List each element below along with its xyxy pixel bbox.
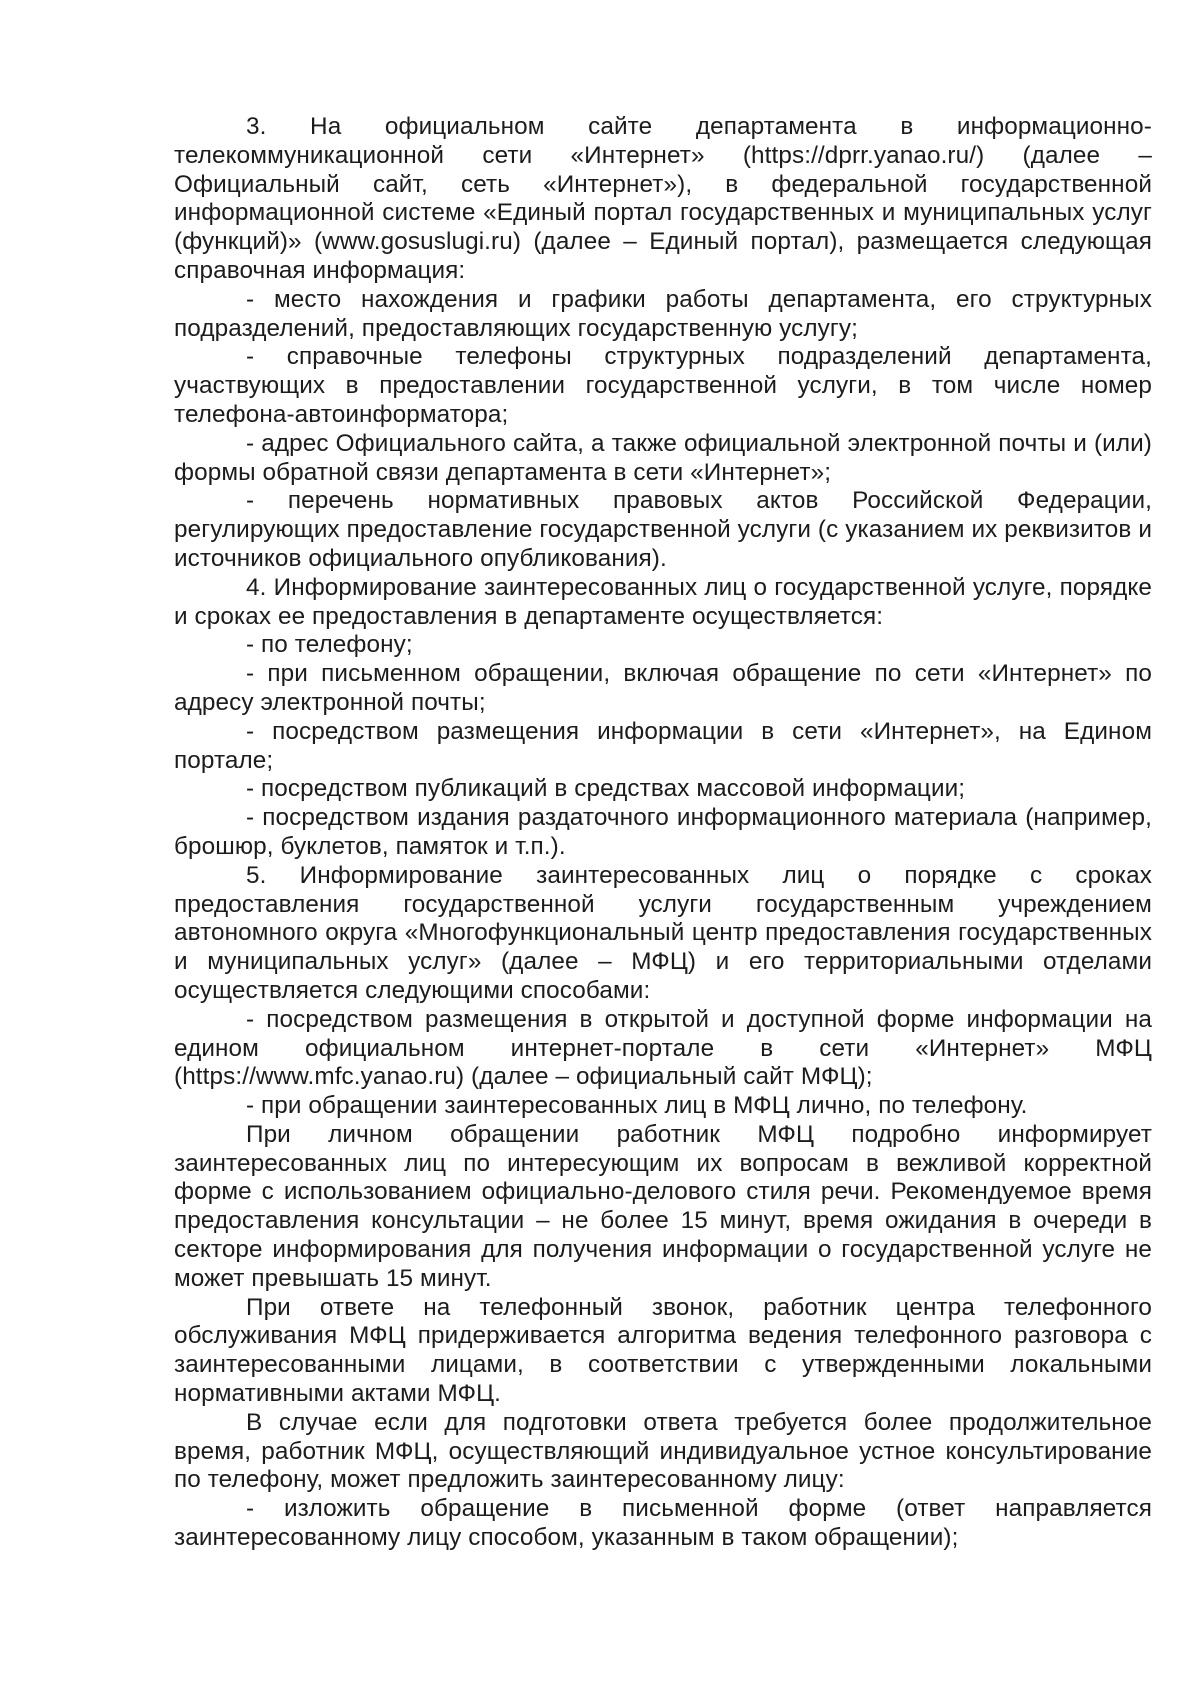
paragraph: При личном обращении работник МФЦ подробно информирует заинтересованных лиц по интересующим их вопросам в вежливой корректной форме с использованием официально-делового стиля речи. Рекомендуемое время предоставления консультации – не более 15 минут, время ожидания в очереди в секторе информирования для получения информации о государственной услуге не может превышать 15 минут. [174, 1120, 1152, 1292]
list-item: - посредством размещения информации в сети «Интернет», на Едином портале; [174, 717, 1152, 774]
list-item: - по телефону; [246, 631, 413, 659]
list-item: - изложить обращение в письменной форме (ответ направляется заинтересованному лицу способом, указанным в таком обращении); [174, 1495, 1152, 1552]
list-item: - место нахождения и графики работы департамента, его структурных подразделений, предоставляющих государственную услугу; [174, 285, 1152, 342]
paragraph-5: 5. Информирование заинтересованных лиц о порядке с сроках предоставления государственной услуги государственным учреждением автономного округа «Многофункциональный центр предоставления государственных и муниципальных услуг» (далее – МФЦ) и его территориальными отделами осуществляется следующими способами: [174, 861, 1152, 1004]
document-body [174, 113, 1152, 1553]
paragraph: При ответе на телефонный звонок, работник центра телефонного обслуживания МФЦ придерживается алгоритма ведения телефонного разговора с заинтересованными лицами, в соответствии с утвержденными локальными нормативными актами МФЦ. [174, 1293, 1152, 1408]
list-item: - посредством размещения в открытой и доступной форме информации на едином официальном интернет-портале в сети «Интернет» МФЦ (https://www.mfc.yanao.ru) (далее – официальный сайт МФЦ); [174, 1005, 1152, 1091]
list-item: - справочные телефоны структурных подразделений департамента, участвующих в предоставлении государственной услуги, в том числе номер телефона-автоинформатора; [174, 343, 1152, 428]
paragraph-3: 3. На официальном сайте департамента в информационно-телекоммуникационной сети «Интернет» (https://dprr.yanao.ru/) (далее – Официальный сайт, сеть «Интернет»), в федеральной государственной информационной системе «Единый портал государственных и муниципальных услуг (функций)» (www.gosuslugi.ru) (далее – Единый портал), размещается следующая справочная информация: [174, 113, 1152, 284]
list-item: - при письменном обращении, включая обращение по сети «Интернет» по адресу электронной почты; [174, 660, 1152, 716]
paragraph: В случае если для подготовки ответа требуется более продолжительное время, работник МФЦ, осуществляющий индивидуальное устное консультирование по телефону, может предложить заинтересованному лицу: [174, 1408, 1152, 1494]
list-item: - адрес Официального сайта, а также официальной электронной почты и (или) формы обратной связи департамента в сети «Интернет»; [174, 429, 1152, 486]
list-item: - при обращении заинтересованных лиц в МФЦ лично, по телефону. [246, 1092, 1028, 1120]
list-item: - посредством издания раздаточного информационного материала (например, брошюр, буклетов, памяток и т.п.). [174, 804, 1152, 860]
list-item: - перечень нормативных правовых актов Российской Федерации, регулирующих предоставление государственной услуги (с указанием их реквизитов и источников официального опубликования). [174, 487, 1152, 572]
list-item: - посредством публикаций в средствах массовой информации; [246, 775, 966, 803]
paragraph-4: 4. Информирование заинтересованных лиц о государственной услуге, порядке и сроках ее предоставления в департаменте осуществляется: [174, 573, 1152, 630]
